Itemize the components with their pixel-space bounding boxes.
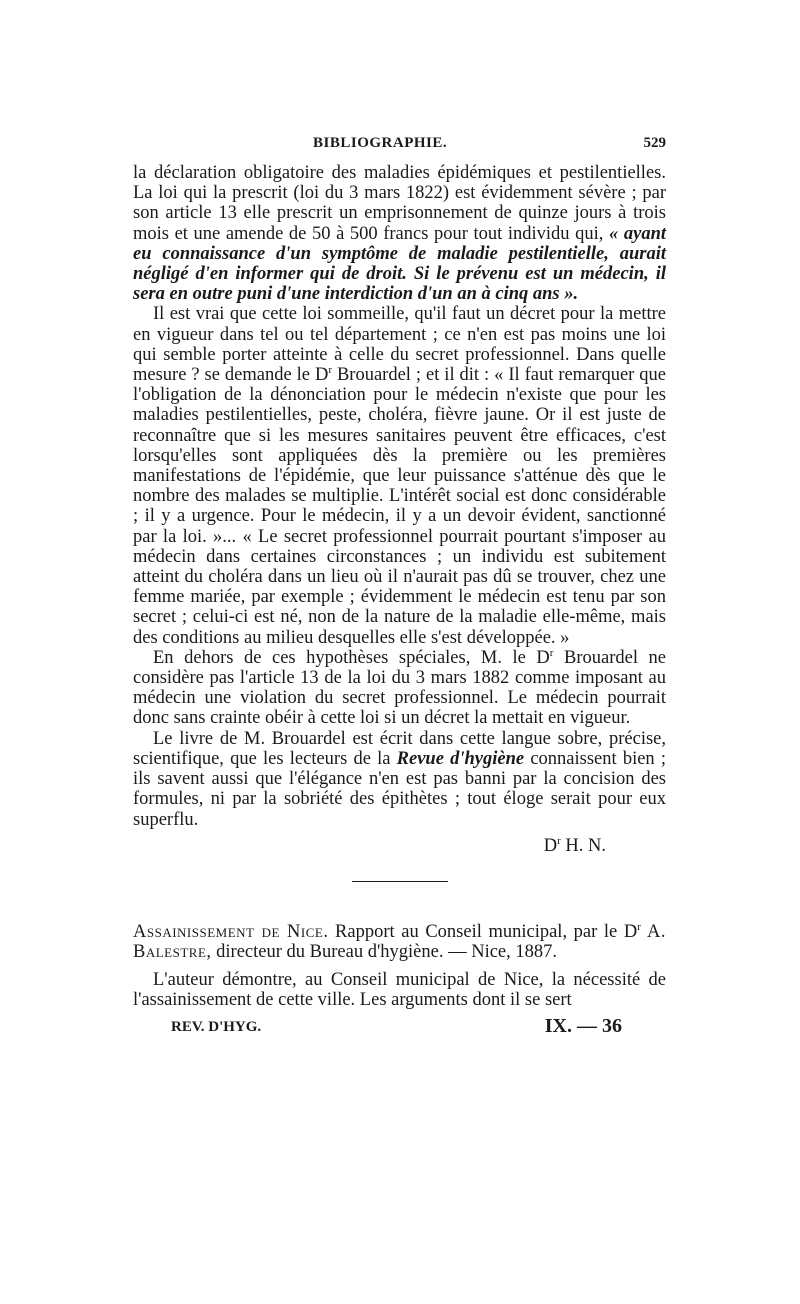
page bbox=[133, 135, 666, 1043]
review-text: Rapport au Conseil municipal, par le D bbox=[328, 921, 638, 942]
superscript: r bbox=[549, 646, 554, 659]
page-footer bbox=[133, 1014, 666, 1043]
review-author: A. Balestre, bbox=[133, 921, 666, 962]
superscript: r bbox=[328, 363, 332, 376]
signature-text: H. N. bbox=[560, 835, 606, 856]
superscript: r bbox=[557, 834, 561, 847]
paragraph-text: la déclaration obligatoire des maladies épidémiques et pestilentielles. La loi qui la prescrit (loi du 3 mars 1822) est évidemment sévère ; par son article 13 elle prescrit un emprisonnement de quinze jours à trois mois et une amende de 50 à 500 francs pour tout individu qui, bbox=[133, 163, 666, 244]
paragraph-text: Le livre de M. Brouardel est écrit dans cette langue sobre, précise, scientifique, que les lecteurs de la bbox=[133, 728, 666, 769]
review-text: directeur du Bureau d'hygiène. — Nice, 1887. bbox=[211, 941, 558, 962]
journal-title: Revue d'hygiène bbox=[396, 748, 525, 769]
paragraph bbox=[133, 304, 666, 647]
review-entry bbox=[133, 922, 666, 1011]
footer-journal: REV. D'HYG. bbox=[171, 1018, 262, 1035]
running-header bbox=[133, 135, 666, 159]
article-body bbox=[133, 163, 666, 830]
running-title: BIBLIOGRAPHIE. bbox=[313, 135, 448, 151]
section-divider bbox=[352, 881, 448, 882]
paragraph bbox=[133, 648, 666, 729]
paragraph-text: Brouardel ; et il dit : « Il faut remarquer que l'obligation de la dénonciation pour le médecin n'existe que pour les maladies pestilentielles, peste, choléra, fièvre jaune. Or il est juste de reconnaître que si les mesures sanitaires peuvent être efficaces, c'est lorsqu'elles sont appliquées dès la première ou les premières manifestations de l'épidémie, que leur puissance s'atténue dès que le nombre des malades se multiplie. L'intérêt social est donc considérable ; il y a urgence. Pour le médecin, il y a un devoir évident, sanctionné par la loi. »... « Le secret professionnel pourrait pourtant s'imposer au médecin dans certaines circonstances ; un individu est subitement atteint du choléra dans un lieu où il n'aurait pas dû se trouver, chez une femme mariée, par exemple ; évidemment le médecin est tenu par son secret ; celui-ci est né, non de la nature de la maladie elle-même, mais des conditions au milieu desquelles elle s'est développée. » bbox=[133, 365, 666, 648]
paragraph-text: Il est vrai que cette loi sommeille, qu'il faut un décret pour la mettre en vigueur dans tel ou tel département ; ce n'en est pas moins une loi qui semble porter atteinte à celle du secret professionnel. Dans quelle mesure ? se demande le D bbox=[133, 304, 666, 386]
review-title: Assainissement de Nice. bbox=[133, 921, 329, 942]
paragraph-text: En dehors de ces hypothèses spéciales, M. le D bbox=[153, 647, 550, 668]
page-number: 529 bbox=[643, 135, 666, 151]
footer-signature: IX. — 36 bbox=[544, 1014, 622, 1037]
review-heading bbox=[133, 922, 666, 962]
paragraph-text: connaissent bien ; ils savent aussi que l'élégance n'en est pas banni par la concision des formules, ni par la sobriété des épithètes ; tout éloge serait pour eux superflu. bbox=[133, 748, 666, 830]
signature-text: D bbox=[543, 835, 558, 856]
paragraph bbox=[133, 163, 666, 304]
paragraph-text: Brouardel ne considère pas l'article 13 de la loi du 3 mars 1882 comme imposant au médecin une violation du secret professionnel. Le médecin pourrait donc sans crainte obéir à cette loi si un décret la mettait en vigueur. bbox=[133, 647, 666, 729]
paragraph: L'auteur démontre, au Conseil municipal de Nice, la nécessité de l'assainissement de cette ville. Les arguments dont il se sert bbox=[133, 970, 666, 1011]
signature bbox=[133, 836, 666, 857]
paragraph bbox=[133, 729, 666, 830]
law-quote: « ayant eu connaissance d'un symptôme de maladie pestilentielle, aurait négligé d'en informer qui de droit. Si le prévenu est un médecin, il sera en outre puni d'une interdiction d'un an à cinq ans ». bbox=[133, 223, 666, 305]
superscript: r bbox=[637, 920, 641, 933]
